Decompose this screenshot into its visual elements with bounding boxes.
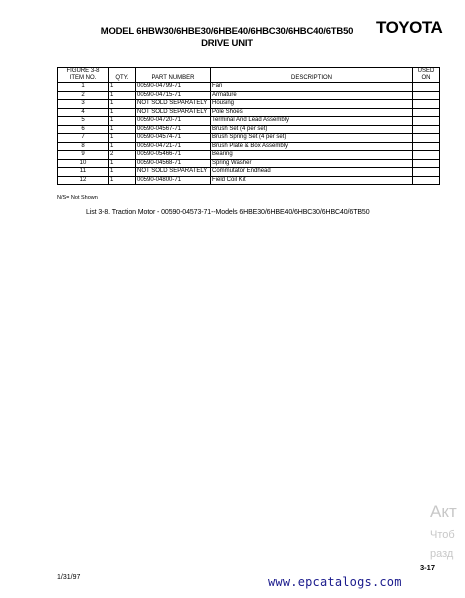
cell-description: Armature: [211, 91, 413, 100]
title-model-line: MODEL 6HBW30/6HBE30/6HBE40/6HBC30/6HBC40/6TB50: [100, 26, 354, 37]
cell-used-on: [413, 168, 440, 177]
table-row: [58, 134, 440, 143]
cell-used-on: [413, 100, 440, 109]
page-number: 3-17: [420, 563, 436, 572]
cell-item-no: 11: [58, 168, 109, 177]
header-part-number: PART NUMBER: [136, 68, 211, 83]
table-row: [58, 142, 440, 151]
cell-description: Brush Set (4 per set): [211, 125, 413, 134]
cell-description: Spring Washer: [211, 159, 413, 168]
cell-qty: 1: [109, 83, 136, 92]
cell-part-number: 00590-04721-71: [136, 142, 211, 151]
cell-part-number: NOT SOLD SEPARATELY: [136, 108, 211, 117]
table-row: [58, 159, 440, 168]
not-shown-note: N/S= Not Shown: [57, 195, 98, 201]
cell-part-number: NOT SOLD SEPARATELY: [136, 100, 211, 109]
cell-qty: 1: [109, 176, 136, 185]
footer-date: 1/31/97: [57, 574, 81, 581]
cell-qty: 1: [109, 125, 136, 134]
watermark-link[interactable]: www.epcatalogs.com: [268, 575, 402, 589]
cell-qty: 1: [109, 91, 136, 100]
table-row: [58, 91, 440, 100]
cell-item-no: 6: [58, 125, 109, 134]
cell-qty: 1: [109, 159, 136, 168]
activation-overlay-line2: Чтоб: [430, 529, 455, 541]
cell-part-number: 00590-05466-71: [136, 151, 211, 160]
cell-used-on: [413, 176, 440, 185]
cell-qty: 1: [109, 117, 136, 126]
cell-part-number: 00590-04720-71: [136, 117, 211, 126]
table-header-row: [58, 68, 440, 83]
document-title: [92, 26, 362, 50]
cell-used-on: [413, 108, 440, 117]
cell-part-number: NOT SOLD SEPARATELY: [136, 168, 211, 177]
cell-used-on: [413, 159, 440, 168]
table-row: [58, 151, 440, 160]
cell-item-no: 10: [58, 159, 109, 168]
cell-description: Terminal And Lead Assembly: [211, 117, 413, 126]
cell-part-number: 00590-04800-71: [136, 176, 211, 185]
cell-used-on: [413, 117, 440, 126]
cell-description: Commutator Endhead: [211, 168, 413, 177]
cell-item-no: 7: [58, 134, 109, 143]
table-row: [58, 176, 440, 185]
cell-part-number: 00590-04574-71: [136, 134, 211, 143]
table-row: [58, 108, 440, 117]
table-row: [58, 168, 440, 177]
cell-qty: 1: [109, 108, 136, 117]
cell-item-no: 9: [58, 151, 109, 160]
cell-used-on: [413, 142, 440, 151]
cell-item-no: 2: [58, 91, 109, 100]
cell-used-on: [413, 91, 440, 100]
cell-item-no: 3: [58, 100, 109, 109]
toyota-logo: TOYOTA: [376, 18, 443, 37]
cell-qty: 1: [109, 142, 136, 151]
header-used-on: USED ON: [413, 68, 440, 83]
cell-part-number: 00590-04715-71: [136, 91, 211, 100]
activation-overlay-line3: разд: [430, 548, 454, 560]
cell-part-number: 00590-04568-71: [136, 159, 211, 168]
cell-item-no: 1: [58, 83, 109, 92]
cell-part-number: 00590-04799-71: [136, 83, 211, 92]
cell-item-no: 5: [58, 117, 109, 126]
activation-overlay-line1: Акт: [430, 502, 457, 521]
table-row: [58, 125, 440, 134]
cell-description: Housing: [211, 100, 413, 109]
cell-used-on: [413, 134, 440, 143]
cell-item-no: 12: [58, 176, 109, 185]
cell-description: Pole Shoes: [211, 108, 413, 117]
cell-used-on: [413, 151, 440, 160]
cell-qty: 1: [109, 100, 136, 109]
cell-description: Fan: [211, 83, 413, 92]
parts-table: [57, 67, 440, 185]
cell-description: Brush Plate & Box Assembly: [211, 142, 413, 151]
cell-description: Brush Spring Set (4 per set): [211, 134, 413, 143]
cell-used-on: [413, 83, 440, 92]
table-row: [58, 117, 440, 126]
header-item-no: FIGURE 3-8 ITEM NO.: [58, 68, 109, 83]
cell-used-on: [413, 125, 440, 134]
table-row: [58, 100, 440, 109]
list-caption: List 3-8. Traction Motor - 00590-04573-71--Models 6HBE30/6HBE40/6HBC30/6HBC40/6TB50: [86, 209, 370, 216]
table-row: [58, 83, 440, 92]
cell-qty: 2: [109, 151, 136, 160]
title-section-line: DRIVE UNIT: [201, 38, 253, 49]
cell-item-no: 4: [58, 108, 109, 117]
cell-item-no: 8: [58, 142, 109, 151]
cell-description: Bearing: [211, 151, 413, 160]
cell-part-number: 00590-04567-71: [136, 125, 211, 134]
header-description: DESCRIPTION: [211, 68, 413, 83]
header-qty: QTY.: [109, 68, 136, 83]
cell-qty: 1: [109, 134, 136, 143]
cell-qty: 1: [109, 168, 136, 177]
cell-description: Field Coil Kit: [211, 176, 413, 185]
